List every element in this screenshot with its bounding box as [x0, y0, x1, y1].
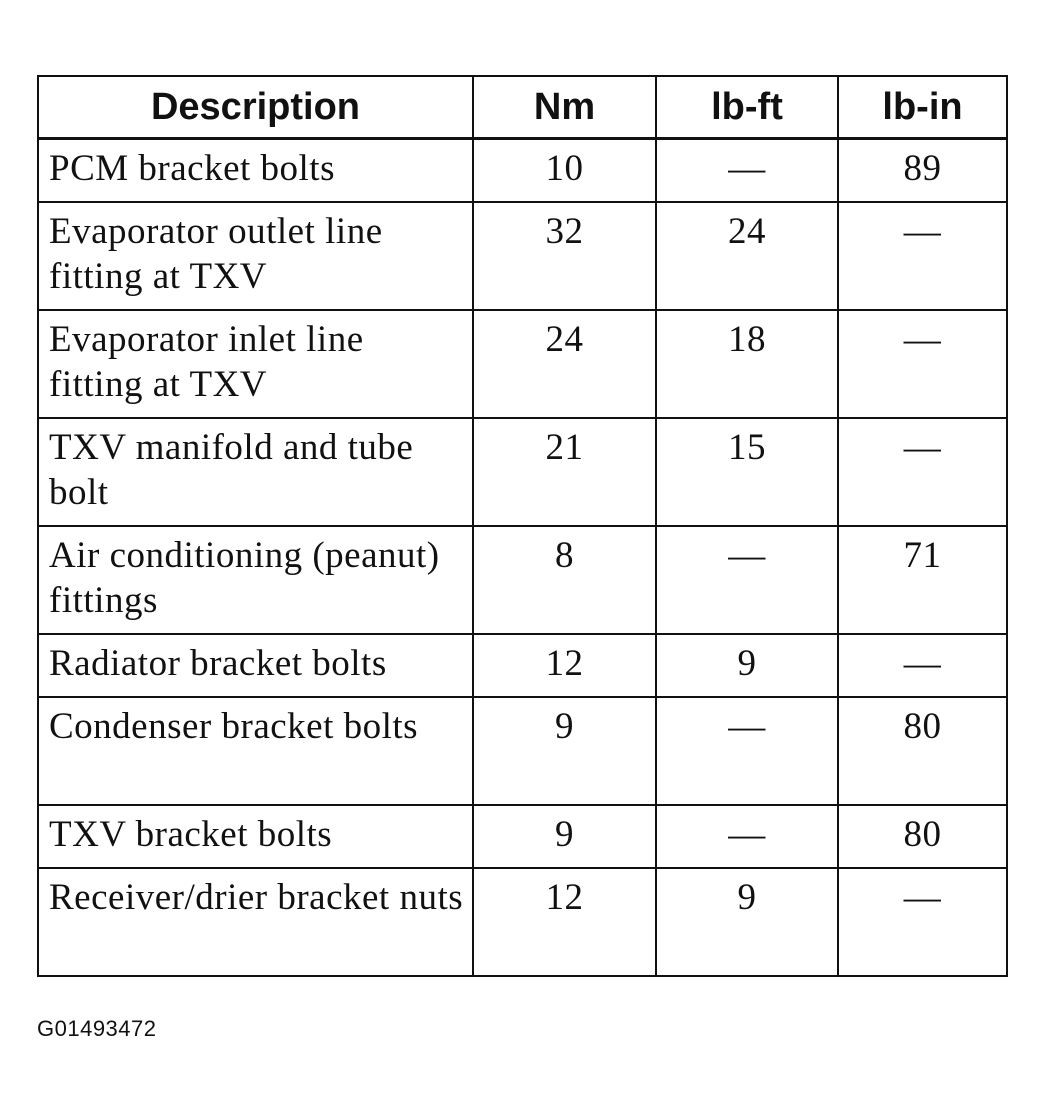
- table-row: [38, 697, 1007, 805]
- table-row: [38, 418, 1007, 526]
- cell-nm: 21: [473, 418, 656, 526]
- cell-description: Evaporator inlet line fitting at TXV: [38, 310, 473, 418]
- cell-lb-ft: 18: [656, 310, 838, 418]
- cell-description: PCM bracket bolts: [38, 139, 473, 203]
- table-row: [38, 634, 1007, 697]
- cell-nm: 9: [473, 697, 656, 805]
- cell-description: Condenser bracket bolts: [38, 697, 473, 805]
- table-row: [38, 526, 1007, 634]
- cell-description: TXV bracket bolts: [38, 805, 473, 868]
- cell-lb-ft: 15: [656, 418, 838, 526]
- cell-lb-in: —: [838, 418, 1007, 526]
- table-header-row: [38, 76, 1007, 139]
- cell-lb-in: —: [838, 202, 1007, 310]
- cell-nm: 9: [473, 805, 656, 868]
- cell-description: TXV manifold and tube bolt: [38, 418, 473, 526]
- cell-nm: 8: [473, 526, 656, 634]
- cell-nm: 12: [473, 868, 656, 976]
- cell-lb-ft: 9: [656, 868, 838, 976]
- header-lb-ft: lb-ft: [656, 76, 838, 139]
- cell-description: Receiver/drier bracket nuts: [38, 868, 473, 976]
- cell-nm: 32: [473, 202, 656, 310]
- cell-lb-in: 89: [838, 139, 1007, 203]
- header-lb-in: lb-in: [838, 76, 1007, 139]
- cell-nm: 10: [473, 139, 656, 203]
- cell-nm: 24: [473, 310, 656, 418]
- torque-spec-table: [37, 75, 1008, 977]
- table-row: [38, 202, 1007, 310]
- cell-lb-ft: —: [656, 526, 838, 634]
- cell-lb-ft: —: [656, 697, 838, 805]
- table-row: [38, 139, 1007, 203]
- cell-lb-ft: 9: [656, 634, 838, 697]
- cell-nm: 12: [473, 634, 656, 697]
- table-row: [38, 868, 1007, 976]
- cell-lb-ft: —: [656, 805, 838, 868]
- cell-description: Air conditioning (peanut) fittings: [38, 526, 473, 634]
- cell-lb-in: —: [838, 634, 1007, 697]
- cell-description: Radiator bracket bolts: [38, 634, 473, 697]
- cell-lb-in: 71: [838, 526, 1007, 634]
- header-description: Description: [38, 76, 473, 139]
- cell-lb-ft: 24: [656, 202, 838, 310]
- figure-id: G01493472: [37, 1016, 157, 1041]
- header-nm: Nm: [473, 76, 656, 139]
- table-row: [38, 805, 1007, 868]
- table-row: [38, 310, 1007, 418]
- cell-lb-ft: —: [656, 139, 838, 203]
- cell-lb-in: 80: [838, 805, 1007, 868]
- cell-lb-in: —: [838, 868, 1007, 976]
- cell-description: Evaporator outlet line fitting at TXV: [38, 202, 473, 310]
- cell-lb-in: 80: [838, 697, 1007, 805]
- cell-lb-in: —: [838, 310, 1007, 418]
